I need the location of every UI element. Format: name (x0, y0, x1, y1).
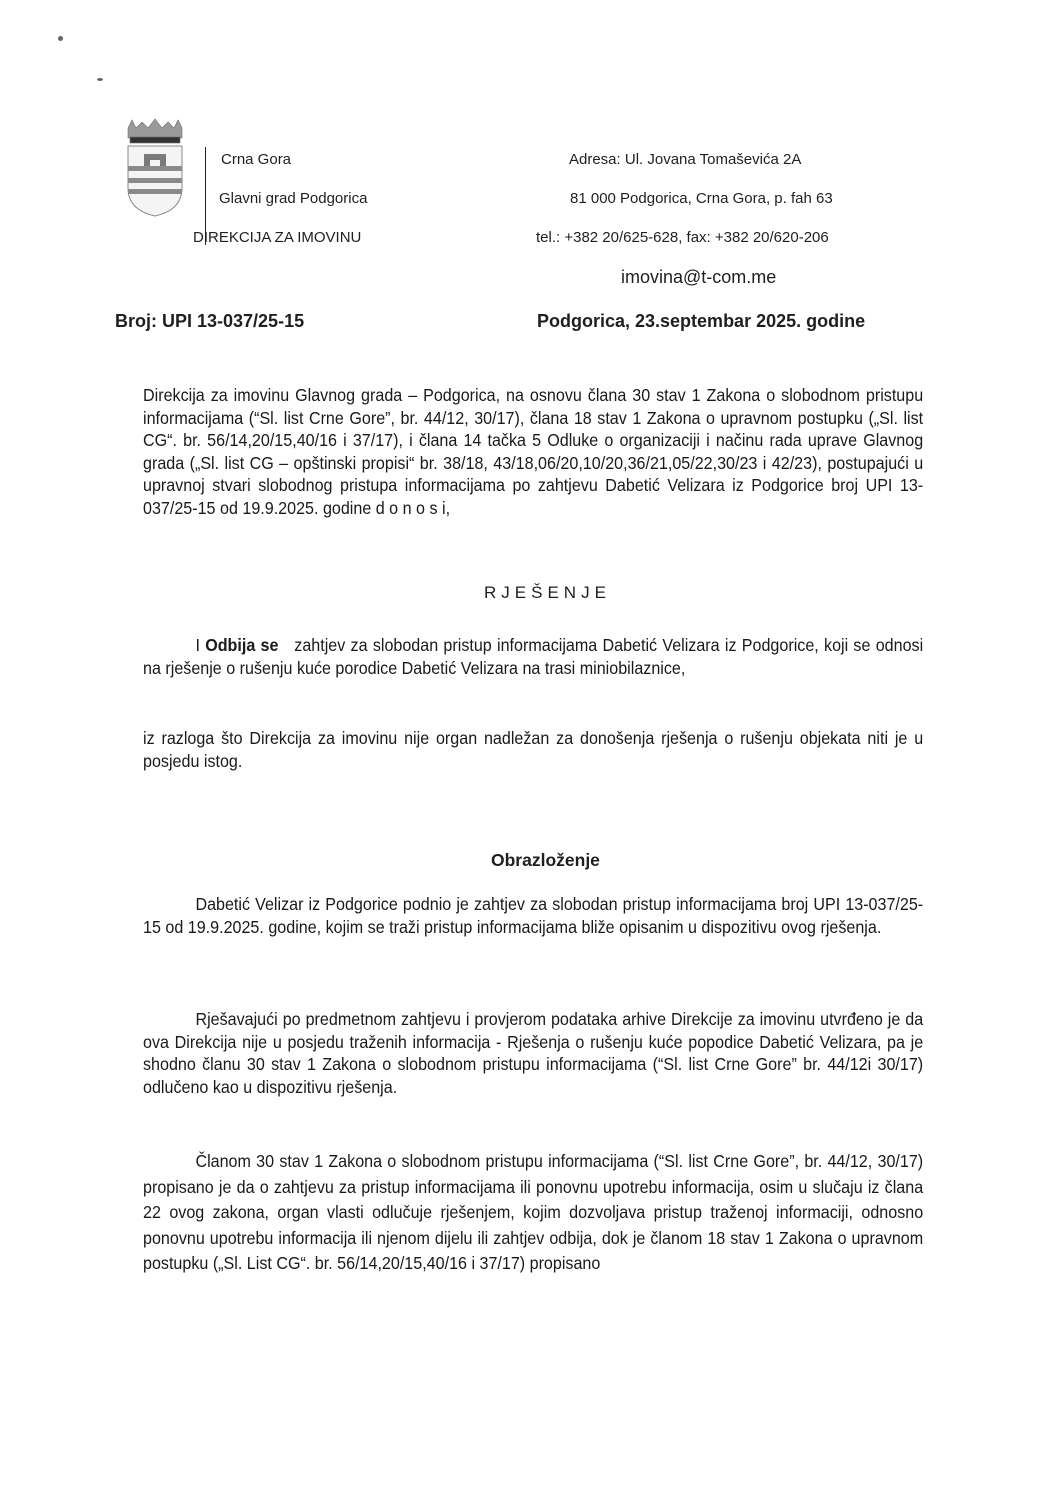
explanation-text-3: Članom 30 stav 1 Zakona o slobodnom pristupu informacijama (“Sl. list Crne Gore”, br. 44/12, 30/17) propisano je da o zahtjevu za pristup informacijama ili ponovnu upotrebu informacija, osim u slučaju iz člana 22 ovog zakona, organ vlasti odlučuje rješenjem, kojim dozvoljava pristup traženoj informaciji, odnosno ponovnu upotrebu informacija ili njenom dijelu ili zahtjev odbija, dok je članom 18 stav 1 Zakona o upravnom postupku („Sl. List CG“. br. 56/14,20/15,40/16 i 37/17) propisano (143, 1151, 924, 1273)
header-address: Adresa: Ul. Jovana Tomaševića 2A (569, 151, 802, 168)
explanation-paragraph-2 (143, 1008, 923, 1098)
explanation-paragraph-3 (143, 1149, 923, 1277)
document-place-date: Podgorica, 23.septembar 2025. godine (537, 311, 866, 331)
header-city: Glavni grad Podgorica (219, 190, 368, 207)
podgorica-coat-of-arms-icon (122, 118, 188, 218)
decision-reason-text: iz razloga što Direkcija za imovinu nije organ nadležan za donošenja rješenja o rušenju objekata niti je u posjedu istog. (143, 728, 924, 771)
header-postal: 81 000 Podgorica, Crna Gora, p. fah 63 (570, 190, 833, 207)
preamble-paragraph (143, 384, 923, 519)
explanation-title: Obrazloženje (491, 850, 600, 870)
explanation-text-2: Rješavajući po predmetnom zahtjevu i provjerom podataka arhive Direkcije za imovinu utvrđeno je da ova Direkcija nije u posjedu traženih informacija - Rješenja o rušenju kuće popodice Dabetić Velizara, pa je shodno članu 30 stav 1 Zakona o slobodnom pristupu informacijama (“Sl. list Crne Gore” br. 44/12i 30/17) odlučeno kao u dispozitivu rješenja. (143, 1009, 924, 1097)
explanation-paragraph-1 (143, 893, 923, 938)
header-phone-fax: tel.: +382 20/625-628, fax: +382 20/620-206 (536, 229, 829, 246)
scan-speck (58, 36, 63, 41)
decision-item-number: I (195, 635, 200, 655)
decision-item-bold: Odbija se (205, 635, 279, 655)
document-number: Broj: UPI 13-037/25-15 (115, 311, 305, 331)
decision-item (143, 634, 923, 679)
scan-speck (97, 78, 103, 81)
decision-item-text: zahtjev za slobodan pristup informacijama Dabetić Velizara iz Podgorice, koji se odnosi na rješenje o rušenju kuće porodice Dabetić Velizara na trasi miniobilaznice, (143, 635, 924, 678)
decision-title: RJEŠENJE (484, 583, 611, 602)
explanation-text-1: Dabetić Velizar iz Podgorice podnio je zahtjev za slobodan pristup informacijama broj UPI 13-037/25-15 od 19.9.2025. godine, kojim se traži pristup informacijama bliže opisanim u dispozitivu ovog rješenja. (143, 894, 924, 937)
header-department: DIREKCIJA ZA IMOVINU (193, 229, 362, 246)
decision-reason (143, 727, 923, 772)
decision-item-paragraph (143, 634, 923, 679)
header-email: imovina@t-com.me (621, 267, 777, 287)
preamble-text: Direkcija za imovinu Glavnog grada – Podgorica, na osnovu člana 30 stav 1 Zakona o slobodnom pristupu informacijama (“Sl. list Crne Gore”, br. 44/12, 30/17), člana 18 stav 1 Zakona o upravnom postupku („Sl. list CG“. br. 56/14,20/15,40/16 i 37/17), i člana 14 tačka 5 Odluke o organizaciji i načinu rada uprave Glavnog grada („Sl. list CG – opštinski propisi“ br. 38/18, 43/18,06/20,10/20,36/21,05/22,30/23 i 42/23), postupajući u upravnoj stvari slobodnog pristupa informacijama po zahtjevu Dabetić Velizara iz Podgorice broj UPI 13-037/25-15 od 19.9.2025. godine d o n o s i, (143, 385, 924, 518)
header-country: Crna Gora (221, 151, 292, 168)
